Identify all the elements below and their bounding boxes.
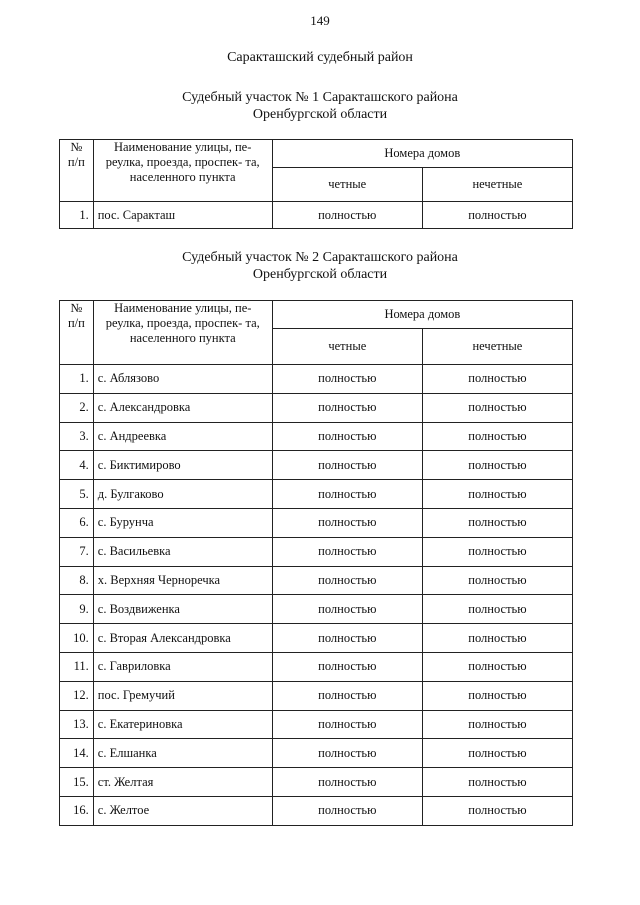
row-name: с. Аблязово xyxy=(93,365,272,394)
district-title: Саракташский судебный район xyxy=(227,50,413,65)
row-odd: полностью xyxy=(422,480,572,509)
table-row xyxy=(60,710,573,739)
row-even: полностью xyxy=(272,595,422,624)
table-row xyxy=(60,796,573,825)
section-2-title-line1: Судебный участок № 2 Саракташского района xyxy=(182,250,458,265)
section-2-table xyxy=(59,300,573,826)
row-name: с. Васильевка xyxy=(93,537,272,566)
col-even-header: четные xyxy=(272,168,422,202)
row-name: пос. Саракташ xyxy=(93,202,272,229)
row-name: д. Булгаково xyxy=(93,480,272,509)
col-num-header: № п/п xyxy=(60,301,94,365)
row-number: 16. xyxy=(60,796,94,825)
row-odd: полностью xyxy=(422,508,572,537)
table-row xyxy=(60,365,573,394)
table-row xyxy=(60,422,573,451)
row-name: с. Желтое xyxy=(93,796,272,825)
row-number: 1. xyxy=(60,365,94,394)
row-name: с. Бурунча xyxy=(93,508,272,537)
table-row xyxy=(60,652,573,681)
row-name: с. Воздвиженка xyxy=(93,595,272,624)
table-row xyxy=(60,202,573,229)
table-row xyxy=(60,739,573,768)
row-number: 12. xyxy=(60,681,94,710)
row-even: полностью xyxy=(272,422,422,451)
row-even: полностью xyxy=(272,652,422,681)
section-1-title xyxy=(0,89,640,123)
section-2-title xyxy=(0,249,640,283)
table-header-row xyxy=(60,140,573,168)
table-row xyxy=(60,595,573,624)
row-name: с. Екатериновка xyxy=(93,710,272,739)
section-1-title-line2: Оренбургской области xyxy=(252,107,388,122)
row-even: полностью xyxy=(272,796,422,825)
row-even: полностью xyxy=(272,681,422,710)
table-row xyxy=(60,393,573,422)
col-odd-header: нечетные xyxy=(422,168,572,202)
row-name: с. Биктимирово xyxy=(93,451,272,480)
table-row xyxy=(60,624,573,653)
row-number: 3. xyxy=(60,422,94,451)
row-number: 2. xyxy=(60,393,94,422)
row-name: пос. Гремучий xyxy=(93,681,272,710)
row-even: полностью xyxy=(272,624,422,653)
row-even: полностью xyxy=(272,451,422,480)
col-name-header: Наименование улицы, пе- реулка, проезда, проспек- та, населенного пункта xyxy=(93,301,272,365)
table-row xyxy=(60,508,573,537)
row-number: 9. xyxy=(60,595,94,624)
row-odd: полностью xyxy=(422,365,572,394)
row-number: 11. xyxy=(60,652,94,681)
row-even: полностью xyxy=(272,537,422,566)
row-odd: полностью xyxy=(422,652,572,681)
row-name: с. Андреевка xyxy=(93,422,272,451)
row-number: 10. xyxy=(60,624,94,653)
section-1-table-body xyxy=(60,202,573,229)
row-odd: полностью xyxy=(422,796,572,825)
row-odd: полностью xyxy=(422,566,572,595)
table-header-row xyxy=(60,301,573,329)
row-even: полностью xyxy=(272,480,422,509)
page-number: 149 xyxy=(310,13,330,28)
row-odd: полностью xyxy=(422,422,572,451)
section-2-table-body xyxy=(60,365,573,826)
table-row xyxy=(60,681,573,710)
row-name: ст. Желтая xyxy=(93,768,272,797)
row-odd: полностью xyxy=(422,681,572,710)
row-even: полностью xyxy=(272,710,422,739)
row-number: 6. xyxy=(60,508,94,537)
col-houses-header: Номера домов xyxy=(272,140,572,168)
row-odd: полностью xyxy=(422,595,572,624)
row-odd: полностью xyxy=(422,624,572,653)
col-houses-header: Номера домов xyxy=(272,301,572,329)
row-odd: полностью xyxy=(422,202,572,229)
row-number: 13. xyxy=(60,710,94,739)
row-number: 15. xyxy=(60,768,94,797)
row-name: с. Александровка xyxy=(93,393,272,422)
row-odd: полностью xyxy=(422,537,572,566)
row-number: 14. xyxy=(60,739,94,768)
row-odd: полностью xyxy=(422,768,572,797)
row-number: 5. xyxy=(60,480,94,509)
row-number: 8. xyxy=(60,566,94,595)
col-name-header: Наименование улицы, пе- реулка, проезда, проспек- та, населенного пункта xyxy=(93,140,272,202)
col-odd-header: нечетные xyxy=(422,329,572,365)
table-row xyxy=(60,537,573,566)
row-name: с. Гавриловка xyxy=(93,652,272,681)
table-row xyxy=(60,451,573,480)
section-1-title-line1: Судебный участок № 1 Саракташского района xyxy=(182,90,458,105)
row-even: полностью xyxy=(272,566,422,595)
row-number: 4. xyxy=(60,451,94,480)
table-row xyxy=(60,768,573,797)
col-num-header: № п/п xyxy=(60,140,94,202)
row-even: полностью xyxy=(272,739,422,768)
row-even: полностью xyxy=(272,768,422,797)
row-odd: полностью xyxy=(422,710,572,739)
row-even: полностью xyxy=(272,393,422,422)
row-number: 1. xyxy=(60,202,94,229)
row-even: полностью xyxy=(272,508,422,537)
col-even-header: четные xyxy=(272,329,422,365)
section-2-title-line2: Оренбургской области xyxy=(252,267,388,282)
row-odd: полностью xyxy=(422,739,572,768)
row-odd: полностью xyxy=(422,393,572,422)
table-row xyxy=(60,566,573,595)
row-number: 7. xyxy=(60,537,94,566)
table-row xyxy=(60,480,573,509)
row-odd: полностью xyxy=(422,451,572,480)
row-even: полностью xyxy=(272,365,422,394)
row-even: полностью xyxy=(272,202,422,229)
row-name: с. Елшанка xyxy=(93,739,272,768)
row-name: х. Верхняя Черноречка xyxy=(93,566,272,595)
section-1-table xyxy=(59,139,573,229)
row-name: с. Вторая Александровка xyxy=(93,624,272,653)
